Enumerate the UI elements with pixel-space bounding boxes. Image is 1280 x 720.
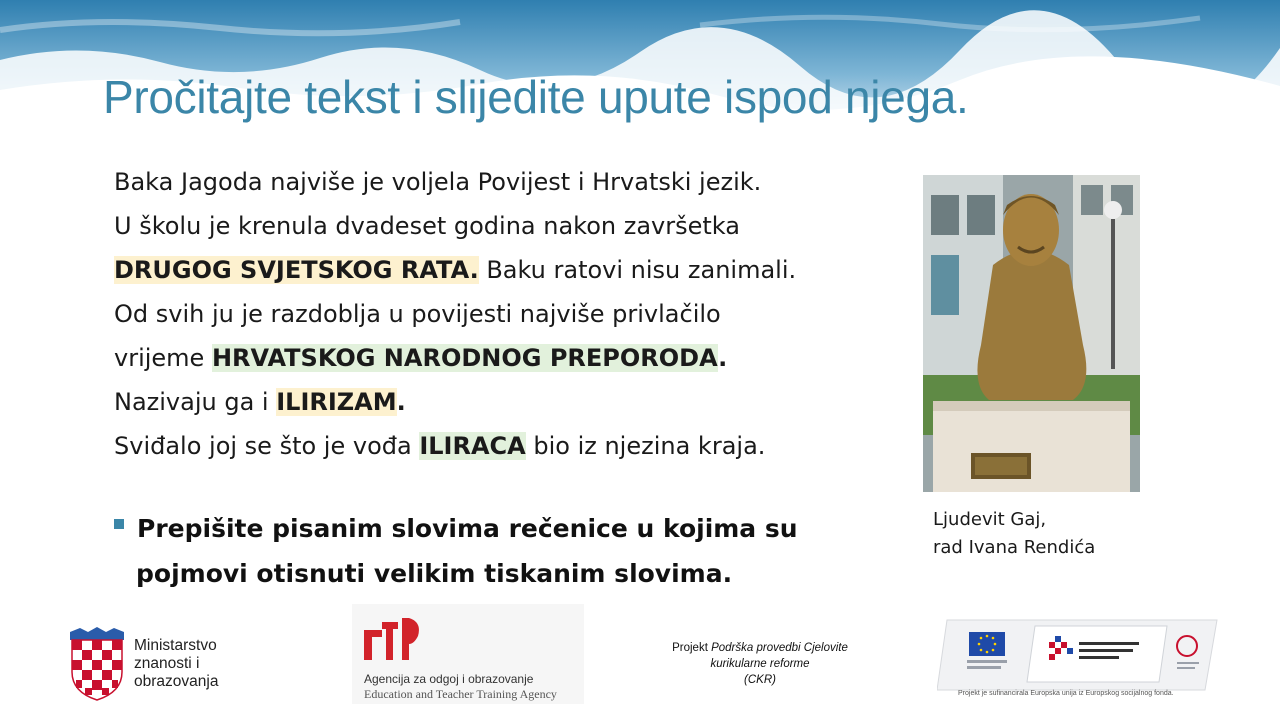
task-line-1 xyxy=(114,506,798,551)
aoo-name-hr: Agencija za odgoj i obrazovanje xyxy=(364,672,534,686)
aoo-name-en: Education and Teacher Training Agency xyxy=(364,687,557,701)
text-line-5-pre: vrijeme xyxy=(114,344,212,372)
text-line-7-pre: Sviđalo joj se što je vođa xyxy=(114,432,420,460)
project-label-pre: Projekt xyxy=(672,642,712,654)
text-line-1: Baka Jagoda najviše je voljela Povijest i Hrvatski jezik. xyxy=(114,168,762,196)
mzo-line-1: Ministarstvo xyxy=(134,637,217,654)
eu-funding-note: Projekt je sufinancirala Europska unija iz Europskog socijalnog fonda. xyxy=(958,690,1174,697)
project-label-name: Podrška provedbi Cjelovite kurikularne reforme xyxy=(710,642,848,670)
slide-title: Pročitajte tekst i slijedite upute ispod njega. xyxy=(103,71,969,123)
highlight-drugog-svjetskog-rata: DRUGOG SVJETSKOG RATA. xyxy=(114,256,479,284)
project-label xyxy=(670,640,850,688)
mzo-name xyxy=(134,637,218,691)
task-line-1-text: Prepišite pisanim slovima rečenice u kojima su xyxy=(137,514,798,543)
project-label-ckr: (CKR) xyxy=(744,674,776,686)
bullet-square-icon xyxy=(114,519,124,529)
mzo-line-2: znanosti i xyxy=(134,655,200,672)
text-line-7-post: bio iz njezina kraja. xyxy=(525,432,766,460)
croatian-coat-of-arms-logo xyxy=(68,626,126,706)
text-line-7 xyxy=(114,424,874,468)
text-line-5 xyxy=(114,336,874,380)
caption-line-2: rad Ivana Rendića xyxy=(933,537,1096,558)
text-line-3 xyxy=(114,248,874,292)
text-line-2: U školu je krenula dvadeset godina nakon završetka xyxy=(114,212,740,240)
highlight-ilirizam: ILIRIZAM xyxy=(276,388,397,416)
mzo-line-3: obrazovanja xyxy=(134,673,219,690)
task-line-2: pojmovi otisnuti velikim tiskanim slovima. xyxy=(136,559,733,588)
eu-funding-logos xyxy=(937,612,1227,700)
text-line-6-pre: Nazivaju ga i xyxy=(114,388,277,416)
text-line-5-dot: . xyxy=(718,344,728,372)
photo-caption xyxy=(933,506,1095,562)
caption-line-1: Ljudevit Gaj, xyxy=(933,509,1047,530)
highlight-iliraca: ILIRACA xyxy=(419,432,526,460)
highlight-hrvatskog-narodnog-preporoda: HRVATSKOG NARODNOG PREPORODA xyxy=(211,344,719,372)
text-line-6-dot: . xyxy=(396,388,406,416)
text-line-4: Od svih ju je razdoblja u povijesti najviše privlačilo xyxy=(114,300,721,328)
text-line-6 xyxy=(114,380,874,424)
task-instruction xyxy=(114,506,798,596)
reading-text xyxy=(114,160,874,468)
text-line-3-rest: Baku ratovi nisu zanimali. xyxy=(478,256,797,284)
statue-photo xyxy=(923,175,1140,492)
